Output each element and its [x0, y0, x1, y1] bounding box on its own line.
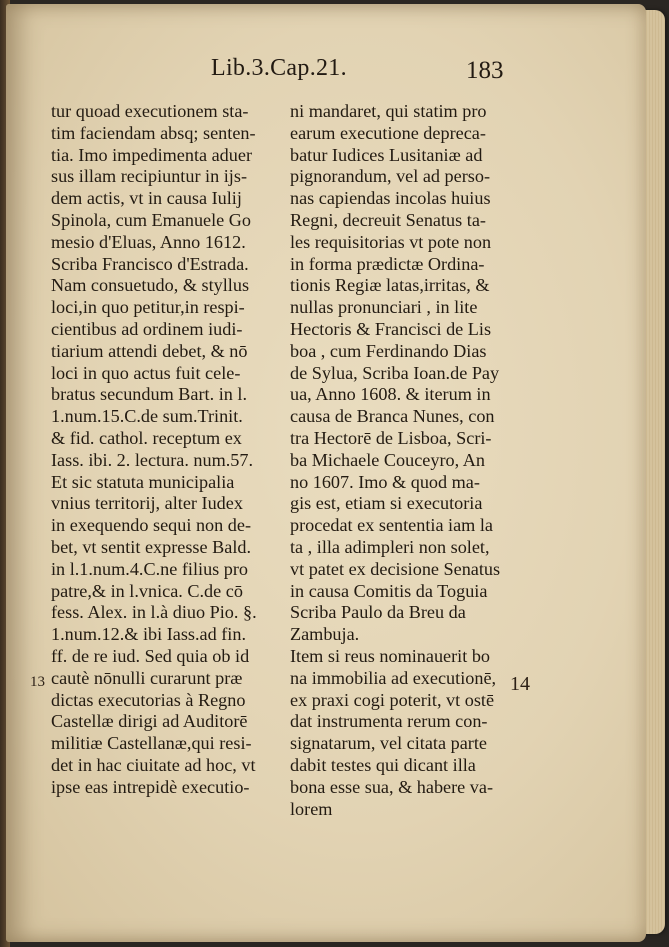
- text-line: tra Hectorē de Lisboa, Scri-: [290, 427, 492, 448]
- text-line: les requisitorias vt pote non: [290, 231, 492, 252]
- text-line: loci in quo actus fuit cele-: [51, 362, 241, 383]
- margin-note-right: 14: [510, 673, 530, 695]
- text-line: Zambuja.: [290, 624, 360, 645]
- text-line: tim faciendam absq; senten-: [51, 122, 256, 143]
- text-line: nullas pronunciari , in lite: [290, 297, 478, 318]
- text-line: Et sic statuta municipalia: [51, 471, 235, 492]
- text-line: nas capiendas incolas huius: [290, 188, 491, 209]
- text-line: Nam consuetudo, & styllus: [51, 275, 250, 296]
- text-line: lorem: [290, 798, 333, 819]
- text-line: Regni, decreuit Senatus ta-: [290, 209, 486, 230]
- text-line: ua, Anno 1608. & iterum in: [290, 384, 491, 405]
- text-line: tur quoad executionem sta-: [51, 101, 249, 121]
- text-line: causa de Branca Nunes, con: [290, 406, 495, 427]
- text-line: earum executione depreca-: [290, 122, 486, 143]
- text-line: no 1607. Imo & quod ma-: [290, 471, 480, 492]
- text-line: tionis Regiæ latas,irritas, &: [290, 275, 490, 296]
- text-line: 1.num.12.& ibi Iass.ad fin.: [51, 624, 246, 645]
- text-line: ff. de re iud. Sed quia ob id: [51, 645, 250, 666]
- text-line: de Sylua, Scriba Ioan.de Pay: [290, 362, 500, 383]
- text-line: bona esse sua, & habere va-: [290, 776, 494, 797]
- text-line: bratus secundum Bart. in l.: [51, 384, 247, 405]
- text-line: tia. Imo impedimenta aduer: [51, 144, 253, 165]
- text-line: Iass. ibi. 2. lectura. num.57.: [51, 449, 254, 470]
- text-line: loci,in quo petitur,in respi-: [51, 297, 245, 318]
- text-line: in forma prædictæ Ordina-: [290, 253, 485, 274]
- text-line: in exequendo sequi non de-: [51, 515, 252, 536]
- text-line: Scriba Paulo da Breu da: [290, 602, 466, 623]
- text-line: batur Iudices Lusitaniæ ad: [290, 144, 483, 165]
- text-line: & fid. cathol. receptum ex: [51, 427, 242, 448]
- page-number: 183: [466, 57, 504, 84]
- text-line: patre,& in l.vnica. C.de cō: [51, 580, 243, 601]
- text-line: cautè nōnulli curarunt præ: [51, 667, 243, 688]
- left-text-column: [51, 101, 273, 799]
- text-line: det in hac ciuitate ad hoc, vt: [51, 754, 256, 775]
- text-line: tiarium attendi debet, & nō: [51, 340, 248, 361]
- text-line: dabit testes qui dicant illa: [290, 754, 476, 775]
- text-line: na immobilia ad executionē,: [290, 667, 497, 688]
- text-line: 1.num.15.C.de sum.Trinit.: [51, 406, 243, 427]
- text-line: Item si reus nominauerit bo: [290, 645, 491, 666]
- text-line: vnius territorij, alter Iudex: [51, 493, 243, 514]
- text-line: dem actis, vt in causa Iulij: [51, 188, 242, 209]
- right-text-column: [290, 101, 514, 820]
- text-line: ni mandaret, qui statim pro: [290, 101, 487, 121]
- text-line: mesio d'Eluas, Anno 1612.: [51, 231, 246, 252]
- text-line: Castellæ dirigi ad Auditorē: [51, 711, 248, 732]
- text-line: dictas executorias à Regno: [51, 689, 246, 710]
- margin-note-left: 13: [30, 674, 45, 690]
- text-line: signatarum, vel citata parte: [290, 733, 487, 754]
- text-line: fess. Alex. in l.à diuo Pio. §.: [51, 602, 257, 623]
- text-line: in l.1.num.4.C.ne filius pro: [51, 558, 249, 579]
- text-line: militiæ Castellanæ,qui resi-: [51, 733, 252, 754]
- text-line: sus illam recipiuntur in ijs-: [51, 166, 247, 187]
- text-line: Hectoris & Francisci de Lis: [290, 318, 492, 339]
- text-line: bet, vt sentit expresse Bald.: [51, 536, 252, 557]
- text-line: gis est, etiam si executoria: [290, 493, 483, 514]
- text-line: in causa Comitis da Toguia: [290, 580, 488, 601]
- text-line: Spinola, cum Emanuele Go: [51, 209, 252, 230]
- text-line: boa , cum Ferdinando Dias: [290, 340, 487, 361]
- text-line: Scriba Francisco d'Estrada.: [51, 253, 249, 274]
- running-title: Lib.3.Cap.21.: [211, 55, 347, 81]
- text-line: vt patet ex decisione Senatus: [290, 558, 501, 579]
- text-line: pignorandum, vel ad perso-: [290, 166, 491, 187]
- text-line: cientibus ad ordinem iudi-: [51, 318, 243, 339]
- text-line: ex praxi cogi poterit, vt ostē: [290, 689, 495, 710]
- text-line: procedat ex sententia iam la: [290, 515, 494, 536]
- text-line: ta , illa adimpleri non solet,: [290, 536, 490, 557]
- text-line: ipse eas intrepidè executio-: [51, 776, 250, 797]
- text-line: ba Michaele Couceyro, An: [290, 449, 485, 470]
- text-line: dat instrumenta rerum con-: [290, 711, 488, 732]
